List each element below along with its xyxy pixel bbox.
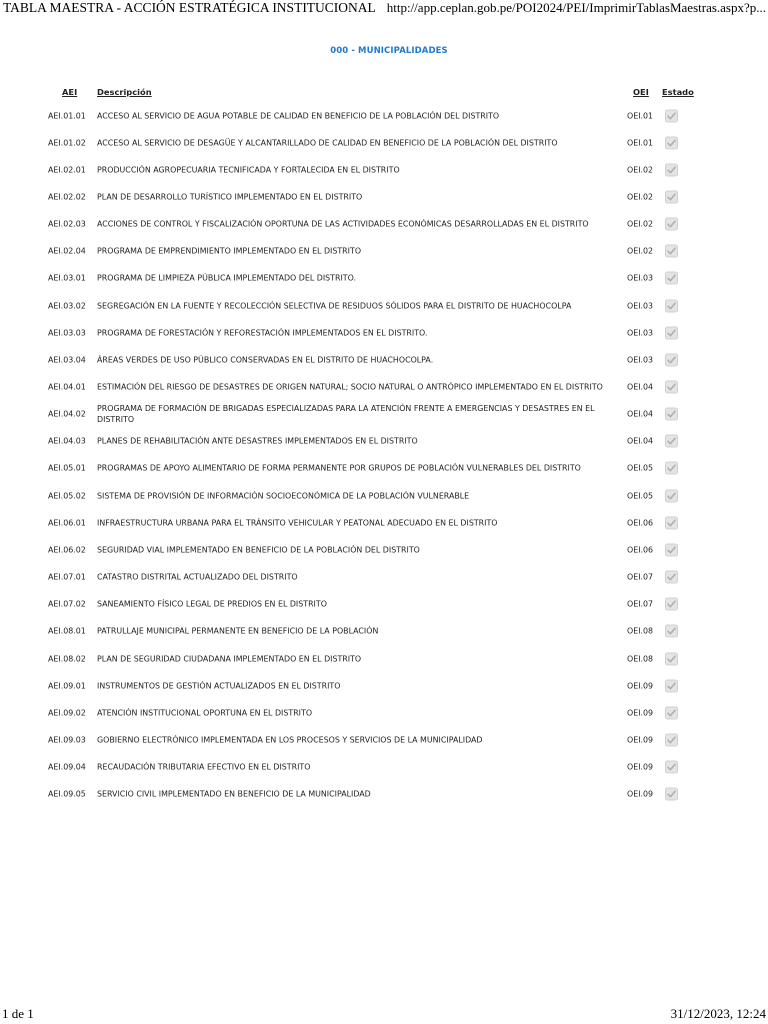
table-row: [0, 564, 768, 591]
checkbox-checked-icon[interactable]: [665, 109, 678, 122]
column-header-descripcion[interactable]: Descripción: [97, 87, 152, 97]
cell-descripcion: GOBIERNO ELECTRÓNICO IMPLEMENTADA EN LOS PROCESOS Y SERVICIOS DE LA MUNICIPALIDAD: [97, 735, 483, 745]
cell-descripcion: PRODUCCIÓN AGROPECUARIA TECNIFICADA Y FORTALECIDA EN EL DISTRITO: [97, 165, 400, 175]
cell-aei: AEI.02.03: [48, 219, 86, 229]
table-row: [0, 699, 768, 726]
checkbox-checked-icon[interactable]: [665, 571, 678, 584]
cell-aei: AEI.01.02: [48, 138, 86, 148]
cell-oei: OEI.02: [627, 219, 654, 229]
cell-oei: OEI.03: [627, 355, 654, 365]
table-row: [0, 265, 768, 292]
cell-descripcion: INSTRUMENTOS DE GESTIÓN ACTUALIZADOS EN EL DISTRITO: [97, 681, 341, 691]
table-row: [0, 401, 768, 428]
cell-oei: OEI.01: [627, 111, 654, 120]
column-header-oei[interactable]: OEI: [633, 87, 649, 97]
table-row: [0, 319, 768, 346]
checkbox-checked-icon[interactable]: [665, 625, 678, 638]
print-footer: [0, 1004, 768, 1024]
cell-descripcion: SEGURIDAD VIAL IMPLEMENTADO EN BENEFICIO DE LA POBLACIÓN DEL DISTRITO: [97, 545, 420, 555]
checkbox-checked-icon[interactable]: [665, 462, 678, 475]
checkbox-checked-icon[interactable]: [665, 408, 678, 421]
checkbox-checked-icon[interactable]: [665, 435, 678, 448]
cell-aei: AEI.09.02: [48, 708, 86, 718]
report-title: 000 - MUNICIPALIDADES: [330, 46, 448, 56]
cell-oei: OEI.09: [627, 762, 654, 772]
table-row: [0, 346, 768, 373]
cell-descripcion: ESTIMACIÓN DEL RIESGO DE DESASTRES DE ORIGEN NATURAL; SOCIO NATURAL O ANTRÓPICO IMPLEMENTADO EN EL DISTRITO: [97, 382, 603, 392]
cell-oei: OEI.02: [627, 192, 654, 202]
checkbox-checked-icon[interactable]: [665, 245, 678, 258]
cell-aei: AEI.07.01: [48, 572, 86, 582]
table-row: [0, 211, 768, 238]
cell-descripcion: SANEAMIENTO FÍSICO LEGAL DE PREDIOS EN EL DISTRITO: [97, 599, 327, 609]
cell-oei: OEI.01: [627, 138, 654, 148]
checkbox-checked-icon[interactable]: [665, 489, 678, 502]
table-row: [0, 726, 768, 753]
cell-descripcion: PATRULLAJE MUNICIPAL PERMANENTE EN BENEFICIO DE LA POBLACIÓN: [97, 626, 379, 636]
checkbox-checked-icon[interactable]: [665, 761, 678, 774]
table-row: [0, 536, 768, 563]
table-row: [0, 781, 768, 808]
cell-oei: OEI.09: [627, 681, 654, 691]
checkbox-checked-icon[interactable]: [665, 652, 678, 665]
cell-aei: AEI.02.04: [48, 246, 86, 256]
cell-descripcion: PLAN DE SEGURIDAD CIUDADANA IMPLEMENTADO EN EL DISTRITO: [97, 654, 362, 663]
cell-aei: AEI.09.03: [48, 735, 86, 745]
cell-oei: OEI.09: [627, 789, 654, 799]
table-row: [0, 591, 768, 618]
checkbox-checked-icon[interactable]: [665, 598, 678, 611]
table-row: [0, 754, 768, 781]
cell-aei: AEI.02.01: [48, 165, 86, 175]
table-row: [0, 509, 768, 536]
cell-descripcion: PROGRAMA DE FORMACIÓN DE BRIGADAS ESPECIALIZADAS PARA LA ATENCIÓN FRENTE A EMERGENCIAS Y DESASTRES EN EL DISTRITO: [97, 404, 595, 425]
cell-oei: OEI.05: [627, 463, 654, 473]
table-row: [0, 455, 768, 482]
cell-aei: AEI.08.02: [48, 654, 86, 663]
table-header: [0, 87, 768, 99]
cell-aei: AEI.03.04: [48, 355, 86, 365]
cell-descripcion: ACCESO AL SERVICIO DE AGUA POTABLE DE CALIDAD EN BENEFICIO DE LA POBLACIÓN DEL DISTRITO: [97, 111, 500, 120]
cell-aei: AEI.09.01: [48, 681, 86, 691]
cell-aei: AEI.03.01: [48, 273, 86, 283]
cell-aei: AEI.01.01: [48, 111, 86, 120]
cell-descripcion: ATENCIÓN INSTITUCIONAL OPORTUNA EN EL DISTRITO: [97, 708, 313, 718]
cell-oei: OEI.08: [627, 626, 654, 636]
print-header-url: http://app.ceplan.gob.pe/POI2024/PEI/ImprimirTablasMaestras.aspx?p...: [386, 0, 766, 15]
cell-aei: AEI.02.02: [48, 192, 86, 202]
cell-oei: OEI.09: [627, 708, 654, 718]
cell-oei: OEI.06: [627, 545, 654, 555]
table-row: [0, 482, 768, 509]
checkbox-checked-icon[interactable]: [665, 381, 678, 394]
cell-descripcion: SERVICIO CIVIL IMPLEMENTADO EN BENEFICIO DE LA MUNICIPALIDAD: [97, 789, 371, 799]
cell-descripcion: PROGRAMA DE FORESTACIÓN Y REFORESTACIÓN IMPLEMENTADOS EN EL DISTRITO.: [97, 328, 428, 338]
checkbox-checked-icon[interactable]: [665, 299, 678, 312]
cell-oei: OEI.06: [627, 518, 654, 528]
cell-oei: OEI.07: [627, 599, 654, 609]
table-row: [0, 645, 768, 672]
print-datetime: 31/12/2023, 12:24: [670, 1006, 766, 1021]
checkbox-checked-icon[interactable]: [665, 543, 678, 556]
cell-descripcion: ACCESO AL SERVICIO DE DESAGÜE Y ALCANTARILLADO DE CALIDAD EN BENEFICIO DE LA POBLACIÓN DEL DISTRITO: [97, 138, 558, 148]
cell-descripcion: SISTEMA DE PROVISIÓN DE INFORMACIÓN SOCIOECONÓMICA DE LA POBLACIÓN VULNERABLE: [97, 491, 470, 501]
table-row: [0, 428, 768, 455]
cell-aei: AEI.03.02: [48, 301, 86, 311]
cell-aei: AEI.06.02: [48, 545, 86, 555]
column-header-aei[interactable]: AEI: [62, 87, 78, 97]
cell-aei: AEI.05.02: [48, 491, 86, 501]
cell-descripcion: PROGRAMAS DE APOYO ALIMENTARIO DE FORMA PERMANENTE POR GRUPOS DE POBLACIÓN VULNERABLES DEL DISTRITO: [97, 463, 581, 473]
cell-descripcion: PLANES DE REHABILITACIÓN ANTE DESASTRES IMPLEMENTADOS EN EL DISTRITO: [97, 436, 418, 446]
cell-oei: OEI.04: [627, 382, 654, 392]
cell-descripcion: PROGRAMA DE LIMPIEZA PÚBLICA IMPLEMENTADO DEL DISTRITO.: [97, 273, 357, 283]
table-row: [0, 129, 768, 156]
cell-aei: AEI.07.02: [48, 599, 86, 609]
checkbox-checked-icon[interactable]: [665, 163, 678, 176]
cell-aei: AEI.08.01: [48, 626, 86, 636]
cell-oei: OEI.03: [627, 301, 654, 311]
cell-aei: AEI.04.03: [48, 436, 86, 446]
cell-descripcion: ACCIONES DE CONTROL Y FISCALIZACIÓN OPORTUNA DE LAS ACTIVIDADES ECONÓMICAS DESARROLLADAS EN EL DISTRITO: [97, 219, 589, 229]
cell-descripcion: CATASTRO DISTRITAL ACTUALIZADO DEL DISTRITO: [97, 572, 298, 582]
table-row: [0, 374, 768, 401]
cell-aei: AEI.06.01: [48, 518, 86, 528]
cell-aei: AEI.05.01: [48, 463, 86, 473]
cell-aei: AEI.09.05: [48, 789, 86, 799]
cell-aei: AEI.04.01: [48, 382, 86, 392]
table-row: [0, 102, 768, 129]
table-row: [0, 618, 768, 645]
cell-aei: AEI.09.04: [48, 762, 86, 772]
cell-aei: AEI.03.03: [48, 328, 86, 338]
print-header-title: TABLA MAESTRA - ACCIÓN ESTRATÉGICA INSTITUCIONAL: [3, 0, 376, 15]
table-row: [0, 183, 768, 210]
column-header-estado[interactable]: Estado: [662, 87, 694, 97]
cell-oei: OEI.03: [627, 273, 654, 283]
cell-oei: OEI.08: [627, 654, 654, 663]
cell-oei: OEI.07: [627, 572, 654, 582]
checkbox-checked-icon[interactable]: [665, 272, 678, 285]
cell-oei: OEI.05: [627, 491, 654, 501]
cell-descripcion: PLAN DE DESARROLLO TURÍSTICO IMPLEMENTADO EN EL DISTRITO: [97, 192, 363, 202]
table-row: [0, 156, 768, 183]
cell-descripcion: ÁREAS VERDES DE USO PÚBLICO CONSERVADAS EN EL DISTRITO DE HUACHOCOLPA.: [97, 355, 434, 365]
page-number: 1 de 1: [2, 1006, 34, 1021]
checkbox-checked-icon[interactable]: [665, 706, 678, 719]
cell-oei: OEI.04: [627, 436, 654, 446]
cell-oei: OEI.09: [627, 735, 654, 745]
print-header: [0, 0, 768, 18]
checkbox-checked-icon[interactable]: [665, 190, 678, 203]
cell-oei: OEI.02: [627, 246, 654, 256]
cell-aei: AEI.04.02: [48, 409, 86, 419]
cell-descripcion: RECAUDACIÓN TRIBUTARIA EFECTIVO EN EL DISTRITO: [97, 762, 311, 772]
checkbox-checked-icon[interactable]: [665, 516, 678, 529]
checkbox-checked-icon[interactable]: [665, 788, 678, 801]
cell-descripcion: INFRAESTRUCTURA URBANA PARA EL TRÁNSITO VEHICULAR Y PEATONAL ADECUADO EN EL DISTRITO: [97, 518, 498, 528]
table-row: [0, 238, 768, 265]
cell-descripcion: PROGRAMA DE EMPRENDIMIENTO IMPLEMENTADO EN EL DISTRITO: [97, 246, 362, 256]
checkbox-checked-icon[interactable]: [665, 353, 678, 366]
checkbox-checked-icon[interactable]: [665, 136, 678, 149]
checkbox-checked-icon[interactable]: [665, 326, 678, 339]
cell-oei: OEI.02: [627, 165, 654, 175]
cell-descripcion: SEGREGACIÓN EN LA FUENTE Y RECOLECCIÓN SELECTIVA DE RESIDUOS SÓLIDOS PARA EL DISTRITO DE HUACHOCOLPA: [97, 301, 572, 311]
table-row: [0, 292, 768, 319]
cell-oei: OEI.03: [627, 328, 654, 338]
cell-oei: OEI.04: [627, 409, 654, 419]
checkbox-checked-icon[interactable]: [665, 218, 678, 231]
table-row: [0, 672, 768, 699]
checkbox-checked-icon[interactable]: [665, 679, 678, 692]
checkbox-checked-icon[interactable]: [665, 733, 678, 746]
